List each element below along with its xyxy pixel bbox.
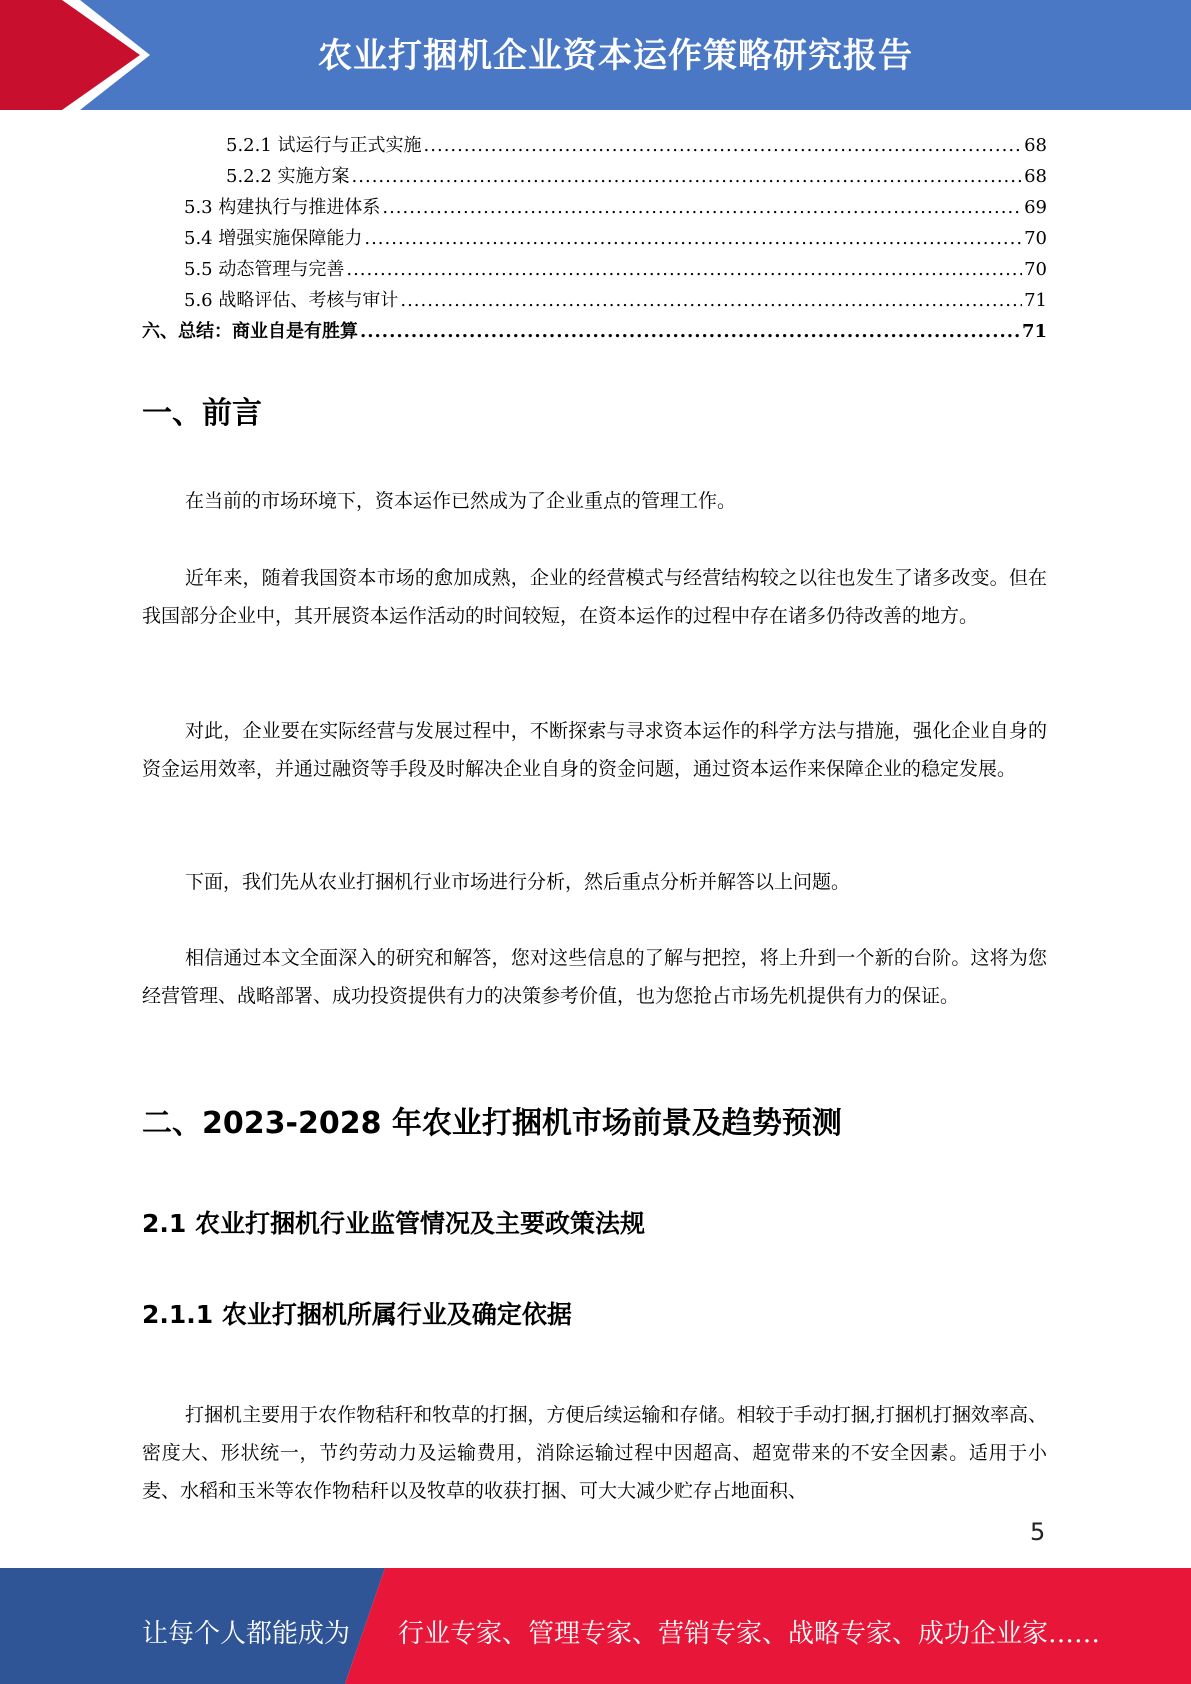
toc-entry[interactable]	[142, 254, 1047, 285]
paragraph: 近年来，随着我国资本市场的愈加成熟，企业的经营模式与经营结构较之以往也发生了诸多改变。但在我国部分企业中，其开展资本运作活动的时间较短，在资本运作的过程中存在诸多仍待改善的地方。	[142, 567, 1047, 627]
toc-entry-page: 71	[1021, 321, 1047, 342]
toc-entry[interactable]	[142, 161, 1047, 192]
toc-leader-dots	[400, 285, 1022, 316]
report-title: 农业打捆机企业资本运作策略研究报告	[318, 36, 913, 76]
toc-leader-dots	[424, 130, 1023, 161]
toc-entry-page: 69	[1024, 197, 1047, 218]
paragraph: 相信通过本文全面深入的研究和解答，您对这些信息的了解与把控，将上升到一个新的台阶。这将为您经营管理、战略部署、成功投资提供有力的决策参考价值，也为您抢占市场先机提供有力的保证。	[142, 947, 1047, 1007]
page-header	[0, 0, 1191, 110]
toc-entry-text: 5.3 构建执行与推进体系	[184, 197, 381, 218]
toc-leader-dots	[346, 254, 1022, 285]
toc-leader-dots	[364, 223, 1022, 254]
toc-entry[interactable]	[142, 130, 1047, 161]
table-of-contents	[142, 130, 1047, 347]
toc-entry-page: 70	[1024, 259, 1047, 280]
toc-entry-text: 5.4 增强实施保障能力	[184, 228, 363, 249]
toc-leader-dots	[360, 316, 1020, 347]
toc-entry-text: 六、总结：商业自是有胜算	[142, 321, 358, 342]
paragraph: 下面，我们先从农业打捆机行业市场进行分析，然后重点分析并解答以上问题。	[185, 871, 851, 893]
toc-entry-page: 68	[1024, 135, 1047, 156]
subsection-heading: 2.1 农业打捆机行业监管情况及主要政策法规	[142, 1209, 645, 1238]
toc-entry-text: 5.6 战略评估、考核与审计	[184, 290, 399, 311]
section-heading-market-forecast: 二、2023-2028 年农业打捆机市场前景及趋势预测	[142, 1106, 842, 1141]
paragraph: 对此，企业要在实际经营与发展过程中，不断探索与寻求资本运作的科学方法与措施，强化企业自身的资金运用效率，并通过融资等手段及时解决企业自身的资金问题，通过资本运作来保障企业的稳定发展。	[142, 720, 1047, 780]
footer-slogan-right: 行业专家、管理专家、营销专家、战略专家、成功企业家……	[398, 1619, 1101, 1649]
section-heading-preface: 一、前言	[142, 396, 262, 431]
toc-entry-text: 5.2.1 试运行与正式实施	[226, 135, 422, 156]
paragraph: 打捆机主要用于农作物秸秆和牧草的打捆，方便后续运输和存储。相较于手动打捆,打捆机打捆效率高、密度大、形状统一，节约劳动力及运输费用，消除运输过程中因超高、超宽带来的不安全因素。适用于小麦、水稻和玉米等农作物秸秆以及牧草的收获打捆、可大大减少贮存占地面积、	[142, 1404, 1047, 1502]
toc-entry-page: 68	[1024, 166, 1047, 187]
toc-leader-dots	[382, 192, 1022, 223]
toc-entry-page: 70	[1024, 228, 1047, 249]
subsubsection-heading: 2.1.1 农业打捆机所属行业及确定依据	[142, 1300, 572, 1329]
toc-entry-text: 5.2.2 实施方案	[226, 166, 350, 187]
page-footer	[0, 1568, 1191, 1684]
toc-entry-page: 71	[1024, 290, 1047, 311]
toc-entry[interactable]	[142, 285, 1047, 316]
toc-entry[interactable]	[142, 223, 1047, 254]
toc-entry-text: 5.5 动态管理与完善	[184, 259, 345, 280]
paragraph: 在当前的市场环境下，资本运作已然成为了企业重点的管理工作。	[185, 490, 737, 512]
page-number: 5	[1030, 1518, 1046, 1546]
toc-entry[interactable]	[142, 316, 1047, 347]
footer-slogan-left: 让每个人都能成为	[142, 1619, 351, 1649]
toc-entry[interactable]	[142, 192, 1047, 223]
toc-leader-dots	[352, 161, 1023, 192]
